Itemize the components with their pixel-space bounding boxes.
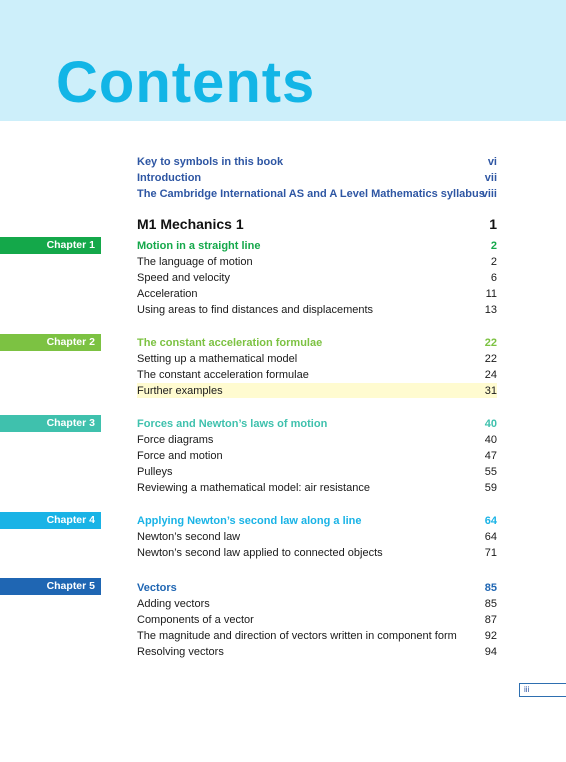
entry-page: vii xyxy=(484,172,497,184)
chapter-title-page: 85 xyxy=(484,582,497,594)
chapter-title-page: 64 xyxy=(484,515,497,527)
chapter-tab-5: Chapter 5 xyxy=(0,578,101,595)
entry-page: 64 xyxy=(484,531,497,543)
entry-label: Resolving vectors xyxy=(137,646,224,658)
toc-entry-introduction[interactable] xyxy=(137,171,497,185)
entry-label: Newton’s second law xyxy=(137,531,241,543)
toc-entry[interactable] xyxy=(137,255,497,269)
entry-page: viii xyxy=(481,188,497,200)
entry-label: Further examples xyxy=(137,385,223,397)
entry-page: 85 xyxy=(484,598,497,610)
entry-label: Force diagrams xyxy=(137,434,214,446)
toc-entry[interactable] xyxy=(137,303,497,317)
chapter-title-3[interactable] xyxy=(137,417,497,431)
chapter-tab-4: Chapter 4 xyxy=(0,512,101,529)
chapter-title-label: Vectors xyxy=(137,582,177,594)
page-title: Contents xyxy=(56,50,316,115)
toc-entry[interactable] xyxy=(137,645,497,659)
toc-entry[interactable] xyxy=(137,287,497,301)
toc-entry-key-to-symbols[interactable] xyxy=(137,155,497,169)
entry-page: 87 xyxy=(484,614,497,626)
chapter-tab-3: Chapter 3 xyxy=(0,415,101,432)
entry-page: 6 xyxy=(490,272,497,284)
entry-label: Speed and velocity xyxy=(137,272,230,284)
toc-entry[interactable] xyxy=(137,530,497,544)
entry-label: Force and motion xyxy=(137,450,223,462)
entry-label: Newton’s second law applied to connected objects xyxy=(137,547,383,559)
entry-label: Key to symbols in this book xyxy=(137,156,284,168)
toc-entry[interactable] xyxy=(137,613,497,627)
section-heading[interactable] xyxy=(137,215,497,233)
entry-page: 55 xyxy=(484,466,497,478)
chapter-tab-2: Chapter 2 xyxy=(0,334,101,351)
entry-label: Components of a vector xyxy=(137,614,254,626)
entry-page: 47 xyxy=(484,450,497,462)
toc-entry[interactable] xyxy=(137,352,497,366)
chapter-title-4[interactable] xyxy=(137,514,497,528)
entry-label: The Cambridge International AS and A Level Mathematics syllabus xyxy=(137,188,485,200)
entry-label: Pulleys xyxy=(137,466,173,478)
toc-entry[interactable] xyxy=(137,449,497,463)
chapter-title-1[interactable] xyxy=(137,239,497,253)
entry-label: Using areas to find distances and displacements xyxy=(137,304,374,316)
section-page: 1 xyxy=(489,216,497,232)
entry-label: Setting up a mathematical model xyxy=(137,353,298,365)
toc-entry[interactable] xyxy=(137,271,497,285)
chapter-title-page: 2 xyxy=(490,240,497,252)
chapter-tab-1: Chapter 1 xyxy=(0,237,101,254)
toc-entry[interactable] xyxy=(137,597,497,611)
entry-label: Introduction xyxy=(137,172,202,184)
entry-label: The language of motion xyxy=(137,256,253,268)
entry-label: The constant acceleration formulae xyxy=(137,369,309,381)
toc-entry[interactable] xyxy=(137,433,497,447)
entry-page: vi xyxy=(487,156,497,168)
entry-page: 31 xyxy=(484,385,497,397)
page-folio: iii xyxy=(519,683,566,697)
entry-page: 59 xyxy=(484,482,497,494)
chapter-title-page: 40 xyxy=(484,418,497,430)
chapter-title-label: Forces and Newton’s laws of motion xyxy=(137,418,328,430)
entry-page: 40 xyxy=(484,434,497,446)
entry-page: 13 xyxy=(484,304,497,316)
chapter-title-5[interactable] xyxy=(137,581,497,595)
entry-page: 22 xyxy=(484,353,497,365)
toc-entry[interactable] xyxy=(137,546,497,560)
entry-page: 11 xyxy=(485,288,497,300)
entry-label: Reviewing a mathematical model: air resistance xyxy=(137,482,370,494)
entry-page: 24 xyxy=(484,369,497,381)
chapter-title-label: The constant acceleration formulae xyxy=(137,337,323,349)
entry-page: 2 xyxy=(490,256,497,268)
entry-label: Acceleration xyxy=(137,288,198,300)
chapter-title-2[interactable] xyxy=(137,336,497,350)
toc-entry[interactable] xyxy=(137,629,497,643)
chapter-title-label: Motion in a straight line xyxy=(137,240,261,252)
entry-label: The magnitude and direction of vectors written in component form xyxy=(137,630,457,642)
chapter-title-label: Applying Newton’s second law along a line xyxy=(137,515,362,527)
chapter-title-page: 22 xyxy=(484,337,497,349)
toc-entry[interactable] xyxy=(137,465,497,479)
toc-entry[interactable] xyxy=(137,481,497,495)
entry-label: Adding vectors xyxy=(137,598,210,610)
entry-page: 94 xyxy=(484,646,497,658)
toc-entry-highlighted[interactable] xyxy=(137,383,497,398)
toc-entry[interactable] xyxy=(137,368,497,382)
toc-entry-syllabus[interactable] xyxy=(137,187,497,201)
entry-page: 92 xyxy=(484,630,497,642)
section-label: M1 Mechanics 1 xyxy=(137,216,244,232)
entry-page: 71 xyxy=(484,547,497,559)
